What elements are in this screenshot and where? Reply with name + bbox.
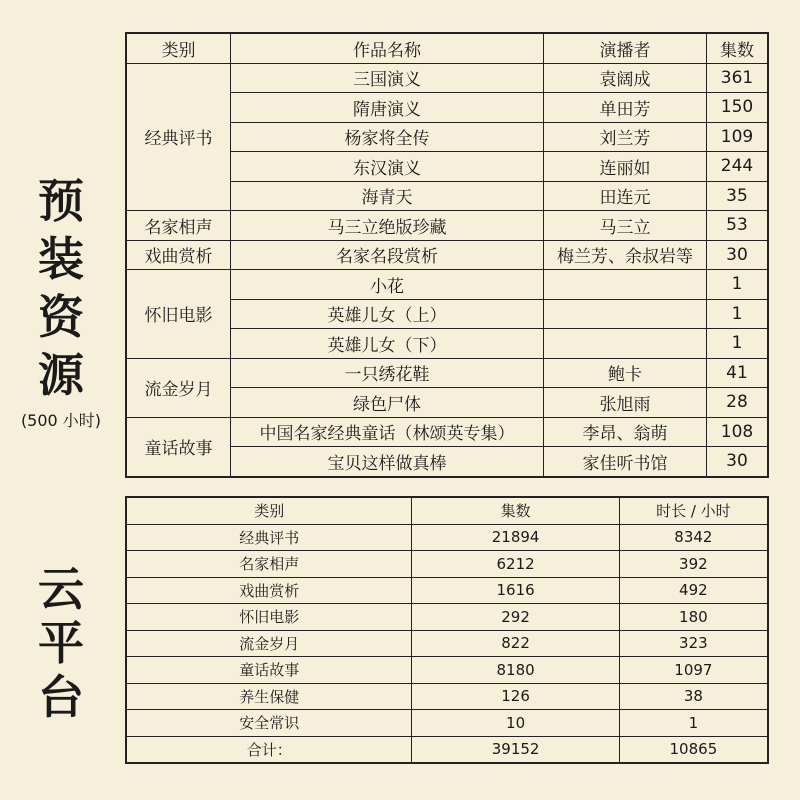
- table-header-row: [126, 33, 768, 63]
- preset-title-char: 装: [38, 232, 84, 286]
- table-row: [126, 524, 768, 551]
- header-category: 类别: [126, 497, 412, 524]
- table-row: [126, 604, 768, 631]
- preset-title-char: 资: [38, 290, 84, 344]
- performer-cell: 梅兰芳、余叔岩等: [544, 240, 707, 270]
- hours-cell: 1: [619, 710, 768, 737]
- performer-cell: 刘兰芳: [544, 122, 707, 152]
- preset-resources-table: [125, 32, 769, 478]
- table-header-row: [126, 497, 768, 524]
- performer-cell: 连丽如: [544, 152, 707, 182]
- table-row: [126, 63, 768, 93]
- hours-cell: 392: [619, 551, 768, 578]
- cloud-title-char: 台: [38, 670, 84, 724]
- title-cell: 马三立绝版珍藏: [231, 211, 544, 241]
- header-title: 作品名称: [231, 33, 544, 63]
- total-label: 合计：: [126, 736, 412, 763]
- hours-cell: 323: [619, 630, 768, 657]
- episodes-cell: 244: [707, 152, 769, 182]
- title-cell: 英雄儿女（上）: [231, 299, 544, 329]
- preset-title-char: 源: [38, 348, 84, 402]
- preset-subtitle: (500 小时): [20, 411, 102, 430]
- episodes-cell: 8180: [412, 657, 619, 684]
- episodes-cell: 109: [707, 122, 769, 152]
- category-cell: 流金岁月: [126, 358, 231, 417]
- category-cell: 名家相声: [126, 211, 231, 241]
- episodes-cell: 35: [707, 181, 769, 211]
- category-cell: 流金岁月: [126, 630, 412, 657]
- cloud-platform-title: [0, 562, 122, 724]
- category-cell: 怀旧电影: [126, 270, 231, 359]
- title-cell: 杨家将全传: [231, 122, 544, 152]
- title-cell: 中国名家经典童话（林颂英专集）: [231, 417, 544, 447]
- episodes-cell: 10: [412, 710, 619, 737]
- episodes-cell: 30: [707, 447, 769, 477]
- table-row: [126, 630, 768, 657]
- episodes-cell: 21894: [412, 524, 619, 551]
- category-cell: 童话故事: [126, 417, 231, 477]
- title-cell: 海青天: [231, 181, 544, 211]
- header-category: 类别: [126, 33, 231, 63]
- header-hours: 时长 / 小时: [619, 497, 768, 524]
- episodes-cell: 108: [707, 417, 769, 447]
- episodes-cell: 1: [707, 329, 769, 359]
- cloud-platform-table: [125, 496, 769, 764]
- performer-cell: 袁阔成: [544, 63, 707, 93]
- total-episodes: 39152: [412, 736, 619, 763]
- title-cell: 小花: [231, 270, 544, 300]
- category-cell: 经典评书: [126, 63, 231, 211]
- total-hours: 10865: [619, 736, 768, 763]
- performer-cell: 鲍卡: [544, 358, 707, 388]
- category-cell: 名家相声: [126, 551, 412, 578]
- performer-cell: 家佳听书馆: [544, 447, 707, 477]
- episodes-cell: 292: [412, 604, 619, 631]
- episodes-cell: 1: [707, 299, 769, 329]
- hours-cell: 8342: [619, 524, 768, 551]
- header-episodes: 集数: [412, 497, 619, 524]
- table-row: [126, 417, 768, 447]
- performer-cell: 李昂、翁萌: [544, 417, 707, 447]
- title-cell: 三国演义: [231, 63, 544, 93]
- header-episodes: 集数: [707, 33, 769, 63]
- hours-cell: 38: [619, 683, 768, 710]
- episodes-cell: 126: [412, 683, 619, 710]
- category-cell: 怀旧电影: [126, 604, 412, 631]
- episodes-cell: 41: [707, 358, 769, 388]
- title-cell: 名家名段赏析: [231, 240, 544, 270]
- performer-cell: 马三立: [544, 211, 707, 241]
- hours-cell: 1097: [619, 657, 768, 684]
- preset-title-char: 预: [38, 174, 84, 228]
- episodes-cell: 1616: [412, 577, 619, 604]
- header-performer: 演播者: [544, 33, 707, 63]
- table-row: [126, 683, 768, 710]
- episodes-cell: 30: [707, 240, 769, 270]
- performer-cell: [544, 299, 707, 329]
- cloud-title-char: 云: [38, 562, 84, 616]
- total-row: [126, 736, 768, 763]
- episodes-cell: 361: [707, 63, 769, 93]
- episodes-cell: 28: [707, 388, 769, 418]
- category-cell: 养生保健: [126, 683, 412, 710]
- episodes-cell: 6212: [412, 551, 619, 578]
- episodes-cell: 53: [707, 211, 769, 241]
- category-cell: 经典评书: [126, 524, 412, 551]
- title-cell: 东汉演义: [231, 152, 544, 182]
- performer-cell: [544, 329, 707, 359]
- title-cell: 绿色尸体: [231, 388, 544, 418]
- episodes-cell: 822: [412, 630, 619, 657]
- title-cell: 一只绣花鞋: [231, 358, 544, 388]
- hours-cell: 180: [619, 604, 768, 631]
- performer-cell: 田连元: [544, 181, 707, 211]
- category-cell: 戏曲赏析: [126, 240, 231, 270]
- table-row: [126, 211, 768, 241]
- table-row: [126, 551, 768, 578]
- table-row: [126, 270, 768, 300]
- episodes-cell: 1: [707, 270, 769, 300]
- title-cell: 英雄儿女（下）: [231, 329, 544, 359]
- title-cell: 隋唐演义: [231, 93, 544, 123]
- hours-cell: 492: [619, 577, 768, 604]
- category-cell: 戏曲赏析: [126, 577, 412, 604]
- table-row: [126, 657, 768, 684]
- table-row: [126, 710, 768, 737]
- category-cell: 安全常识: [126, 710, 412, 737]
- title-cell: 宝贝这样做真棒: [231, 447, 544, 477]
- table-row: [126, 240, 768, 270]
- table-row: [126, 577, 768, 604]
- table-row: [126, 358, 768, 388]
- preset-resources-title: [0, 172, 122, 431]
- category-cell: 童话故事: [126, 657, 412, 684]
- performer-cell: 单田芳: [544, 93, 707, 123]
- performer-cell: 张旭雨: [544, 388, 707, 418]
- performer-cell: [544, 270, 707, 300]
- cloud-title-char: 平: [38, 616, 84, 670]
- episodes-cell: 150: [707, 93, 769, 123]
